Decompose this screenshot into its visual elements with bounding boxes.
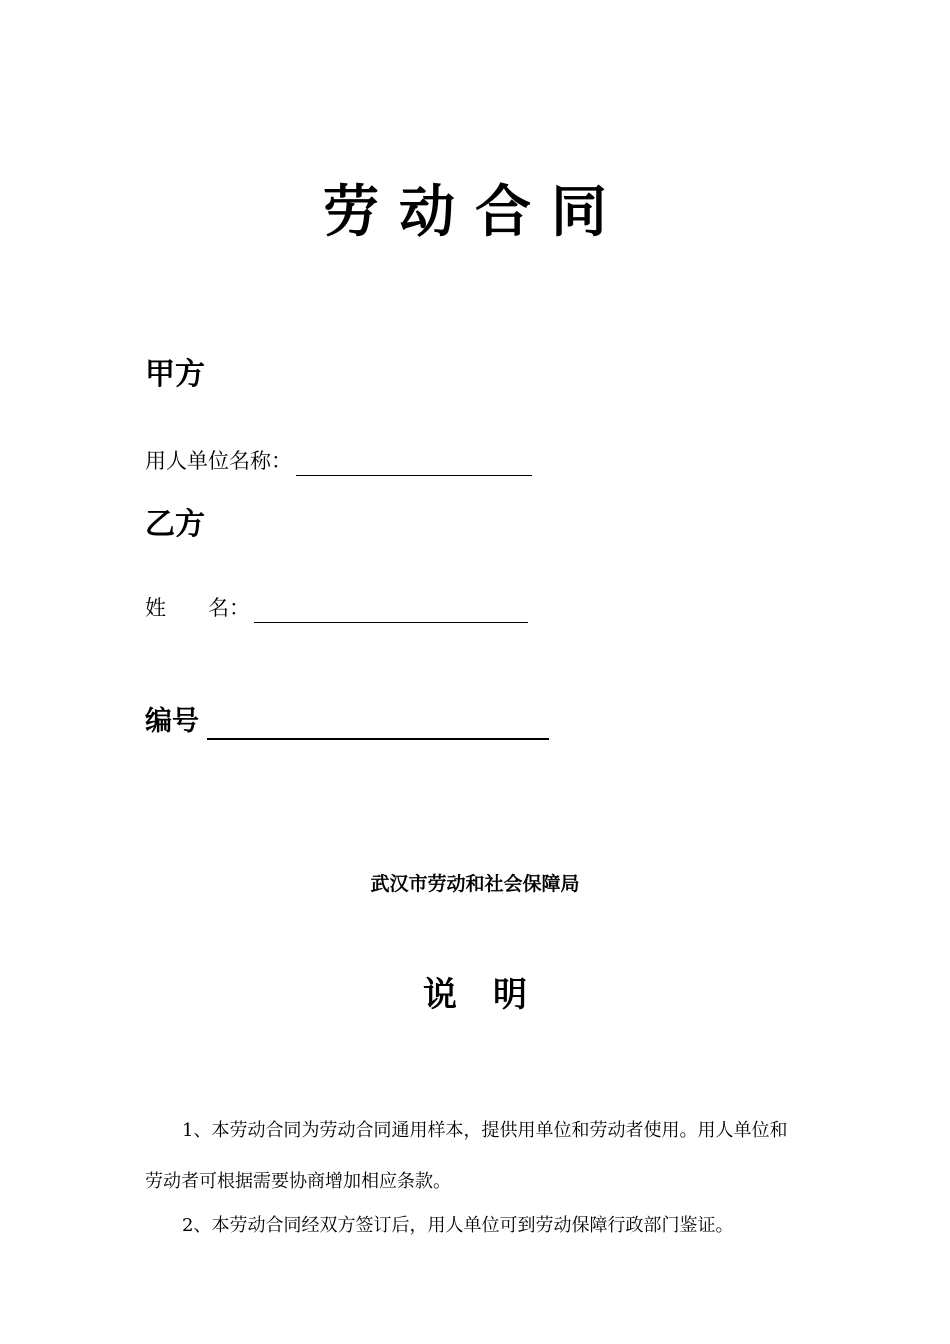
instructions-title: 说明 <box>423 975 563 1015</box>
employee-name-row <box>145 593 528 623</box>
employer-name-field[interactable] <box>296 453 532 476</box>
employer-name-label: 用人单位名称： <box>145 449 292 473</box>
employee-name-label: 姓 名： <box>145 596 250 620</box>
issuing-authority: 武汉市劳动和社会保障局 <box>370 873 580 895</box>
party-b-heading: 乙方 <box>145 507 205 542</box>
employer-name-row <box>145 446 532 476</box>
instruction-item-1-line-2: 劳动者可根据需要协商增加相应条款。 <box>145 1171 451 1192</box>
instruction-item-2: 2、本劳动合同经双方签订后，用人单位可到劳动保障行政部门鉴证。 <box>182 1215 734 1236</box>
party-a-heading: 甲方 <box>145 357 205 392</box>
instruction-item-1-line-1: 1、本劳动合同为劳动合同通用样本，提供用单位和劳动者使用。用人单位和 <box>182 1120 788 1141</box>
document-title: 劳动合同 <box>323 180 627 245</box>
serial-number-field[interactable] <box>207 712 549 740</box>
serial-number-label: 编号 <box>145 706 199 737</box>
serial-number-row <box>145 704 549 740</box>
employee-name-field[interactable] <box>254 600 528 623</box>
